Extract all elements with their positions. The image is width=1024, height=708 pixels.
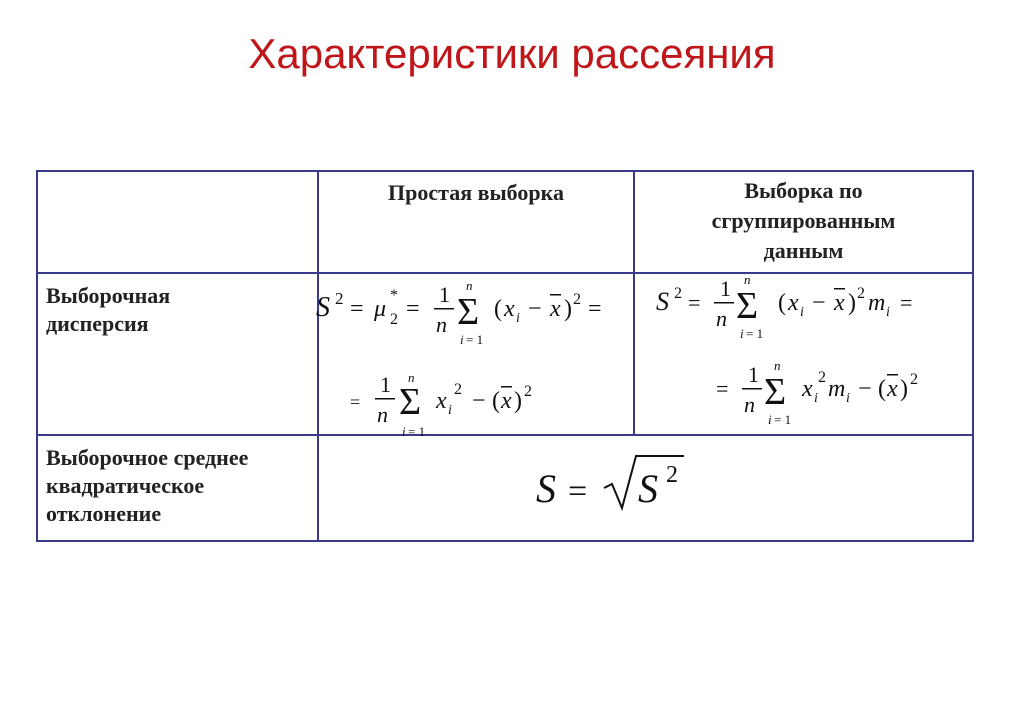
svg-text:x: x xyxy=(802,376,813,402)
svg-text:n: n xyxy=(436,312,447,337)
svg-text:Σ: Σ xyxy=(399,381,422,423)
svg-text:x: x xyxy=(504,296,515,322)
header-simple-sample: Простая выборка xyxy=(388,180,564,205)
row-label-std-deviation xyxy=(46,444,311,528)
svg-text:i: i xyxy=(402,424,406,439)
svg-text:=: = xyxy=(350,296,364,322)
row-label-variance xyxy=(46,282,311,338)
svg-text:2: 2 xyxy=(857,285,865,302)
svg-text:= 1: = 1 xyxy=(466,332,484,347)
svg-text:i: i xyxy=(740,326,744,341)
row-label-std-line-1: Выборочное среднее xyxy=(46,445,249,470)
svg-text:): ) xyxy=(900,376,908,402)
svg-text:S: S xyxy=(316,292,330,323)
simple-variance-formula xyxy=(306,274,636,444)
svg-text:= 1: = 1 xyxy=(746,326,764,341)
svg-text:m: m xyxy=(828,376,846,402)
svg-text:−: − xyxy=(858,376,872,402)
row-label-std-line-3: отклонение xyxy=(46,501,162,526)
svg-text:*: * xyxy=(390,287,398,304)
svg-text:=: = xyxy=(716,376,729,401)
svg-text:=: = xyxy=(406,296,420,322)
svg-text:= 1: = 1 xyxy=(408,424,426,439)
svg-text:2: 2 xyxy=(454,381,462,398)
svg-text:1: 1 xyxy=(380,372,391,397)
svg-text:Σ: Σ xyxy=(457,291,480,333)
svg-text:−: − xyxy=(528,296,542,322)
svg-text:n: n xyxy=(774,358,781,373)
row-label-std-line-2: квадратическое xyxy=(46,473,205,498)
svg-text:x: x xyxy=(834,290,845,316)
svg-text:2: 2 xyxy=(573,291,581,308)
table-border-right xyxy=(972,170,974,542)
svg-text:n: n xyxy=(408,370,415,385)
row-label-variance-line-1: Выборочная xyxy=(46,283,171,308)
svg-text:2: 2 xyxy=(910,371,918,388)
svg-text:2: 2 xyxy=(390,311,398,328)
svg-text:i: i xyxy=(516,311,520,326)
svg-text:1: 1 xyxy=(720,276,731,301)
svg-text:i: i xyxy=(846,391,850,406)
row-label-variance-line-2: дисперсия xyxy=(46,311,149,336)
svg-text:−: − xyxy=(472,388,486,414)
svg-text:(: ( xyxy=(878,376,886,402)
svg-text:=: = xyxy=(900,290,913,315)
svg-text:n: n xyxy=(466,278,473,293)
svg-text:= 1: = 1 xyxy=(774,412,792,427)
svg-text:n: n xyxy=(716,306,727,331)
svg-text:=: = xyxy=(350,392,361,412)
svg-text:n: n xyxy=(377,402,388,427)
svg-text:x: x xyxy=(436,388,447,414)
svg-text:(: ( xyxy=(778,290,786,316)
svg-text:(: ( xyxy=(492,388,500,414)
svg-text:x: x xyxy=(887,376,898,402)
svg-text:m: m xyxy=(868,290,886,316)
svg-text:=: = xyxy=(568,473,588,510)
svg-text:2: 2 xyxy=(524,383,532,400)
table-border-left xyxy=(36,170,38,542)
svg-text:S: S xyxy=(656,287,669,316)
svg-text:(: ( xyxy=(494,296,502,322)
grouped-variance-formula xyxy=(646,274,966,434)
svg-text:2: 2 xyxy=(335,289,344,308)
svg-text:): ) xyxy=(564,296,572,322)
table-border-bottom xyxy=(36,540,974,542)
header-grouped-line-1: Выборка по xyxy=(744,178,863,203)
svg-text:Σ: Σ xyxy=(736,285,759,327)
svg-text:1: 1 xyxy=(748,362,759,387)
svg-text:2: 2 xyxy=(674,285,682,302)
svg-text:i: i xyxy=(460,332,464,347)
dispersion-table xyxy=(36,170,974,542)
slide-title: Характеристики рассеяния xyxy=(248,30,776,77)
svg-text:i: i xyxy=(768,412,772,427)
svg-text:μ: μ xyxy=(374,296,387,322)
svg-text:i: i xyxy=(800,305,804,320)
svg-text:x: x xyxy=(550,296,561,322)
svg-text:2: 2 xyxy=(666,462,678,488)
svg-text:S: S xyxy=(638,466,658,511)
svg-text:1: 1 xyxy=(439,282,450,307)
svg-text:S: S xyxy=(536,466,556,511)
svg-text:x: x xyxy=(501,388,512,414)
header-grouped-line-3: данным xyxy=(763,238,844,263)
svg-text:n: n xyxy=(744,274,751,287)
svg-text:x: x xyxy=(788,290,799,316)
table-border-top xyxy=(36,170,974,172)
svg-text:n: n xyxy=(744,392,755,417)
svg-text:i: i xyxy=(814,391,818,406)
header-grouped-line-2: сгруппированным xyxy=(711,208,896,233)
svg-text:Σ: Σ xyxy=(764,371,787,413)
svg-text:): ) xyxy=(514,388,522,414)
svg-text:2: 2 xyxy=(818,369,826,386)
std-deviation-formula xyxy=(526,442,706,522)
svg-text:i: i xyxy=(448,403,452,418)
svg-text:): ) xyxy=(848,290,856,316)
svg-text:−: − xyxy=(812,290,826,316)
svg-text:=: = xyxy=(588,296,602,322)
svg-text:=: = xyxy=(688,290,701,315)
svg-text:i: i xyxy=(886,305,890,320)
header-grouped-sample xyxy=(635,176,972,266)
